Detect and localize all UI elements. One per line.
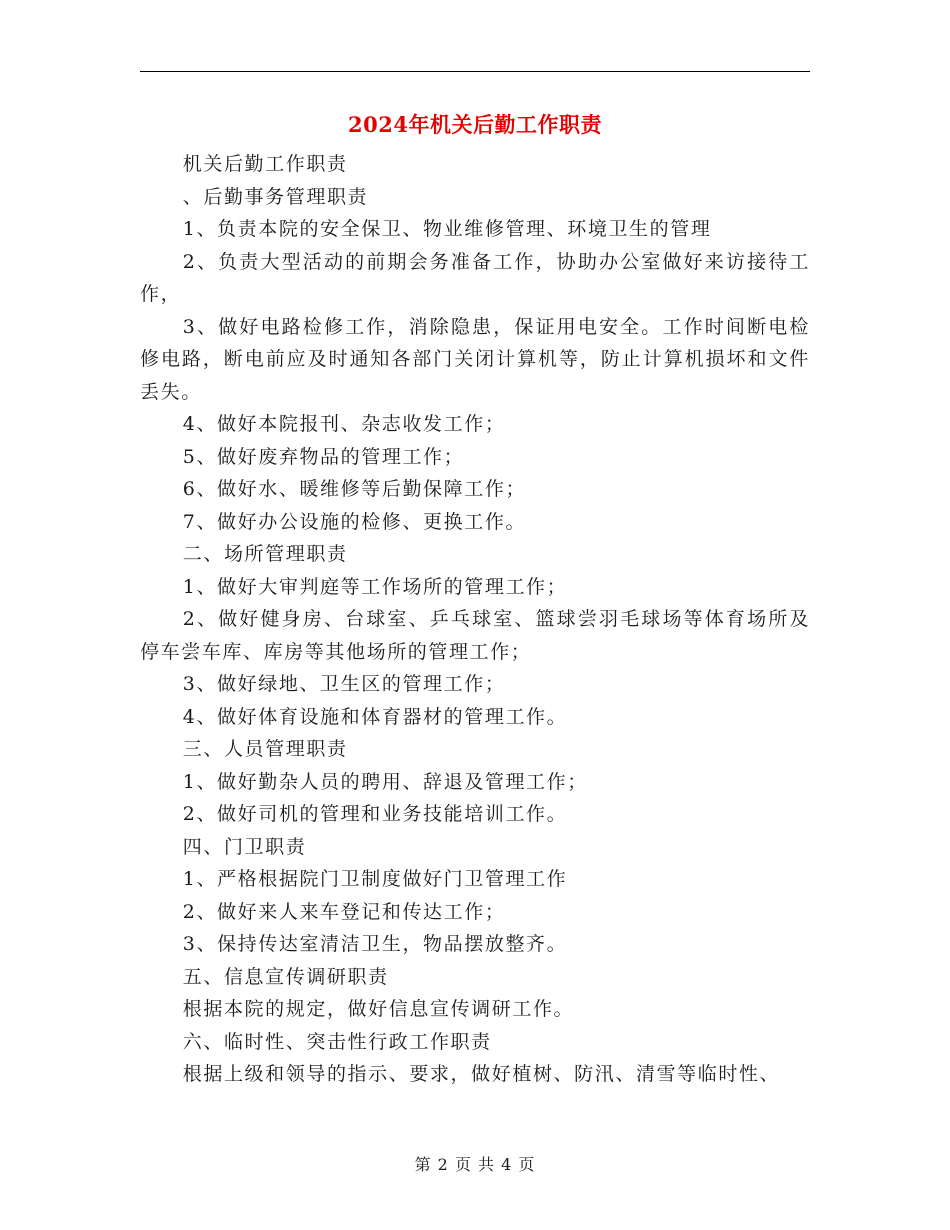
section-heading: 六、临时性、突击性行政工作职责 [182,1030,492,1053]
document-title: 2024年机关后勤工作职责 [348,112,602,137]
paragraph: 7、做好办公设施的检修、更换工作。 [182,510,527,533]
document-body [140,148,810,1091]
paragraph: 、后勤事务管理职责 [182,185,369,208]
paragraph: 1、严格根据院门卫制度做好门卫管理工作 [182,868,568,890]
paragraph: 3、做好电路检修工作，消除隐患，保证用电安全。工作时间断电检修电路，断电前应及时通知各部门关闭计算机等，防止计算机损坏和文件丢失。 [140,315,810,403]
paragraph: 4、做好本院报刊、杂志收发工作； [182,413,506,435]
paragraph: 2、做好司机的管理和业务技能培训工作。 [182,803,568,825]
paragraph: 6、做好水、暖维修等后勤保障工作； [182,478,527,500]
paragraph: 根据上级和领导的指示、要求，做好植树、防汛、清雪等临时性、 [182,1063,781,1085]
paragraph: 根据本院的规定，做好信息宣传调研工作。 [182,998,575,1020]
section-heading: 五、信息宣传调研职责 [182,965,389,988]
paragraph: 2、负责大型活动的前期会务准备工作，协助办公室做好来访接待工作， [140,250,810,305]
paragraph: 4、做好体育设施和体育器材的管理工作。 [182,705,568,728]
header-rule [140,71,810,72]
paragraph: 2、做好来人来车登记和传达工作； [182,900,506,923]
page-number-footer: 第 2 页 共 4 页 [414,1155,536,1174]
paragraph: 3、做好绿地、卫生区的管理工作； [182,673,506,695]
paragraph: 1、负责本院的安全保卫、物业维修管理、环境卫生的管理 [182,218,712,240]
paragraph: 1、做好勤杂人员的聘用、辞退及管理工作； [182,770,588,793]
paragraph: 1、做好大审判庭等工作场所的管理工作； [182,575,568,598]
section-heading: 二、场所管理职责 [182,543,348,565]
paragraph: 5、做好废弃物品的管理工作； [182,445,465,468]
paragraph: 3、保持传达室清洁卫生，物品摆放整齐。 [182,933,568,955]
section-heading: 四、门卫职责 [182,835,307,858]
section-heading: 三、人员管理职责 [182,738,348,760]
paragraph: 机关后勤工作职责 [182,153,348,175]
paragraph: 2、做好健身房、台球室、乒乓球室、篮球尝羽毛球场等体育场所及停车尝车库、库房等其他场所的管理工作； [140,608,810,663]
